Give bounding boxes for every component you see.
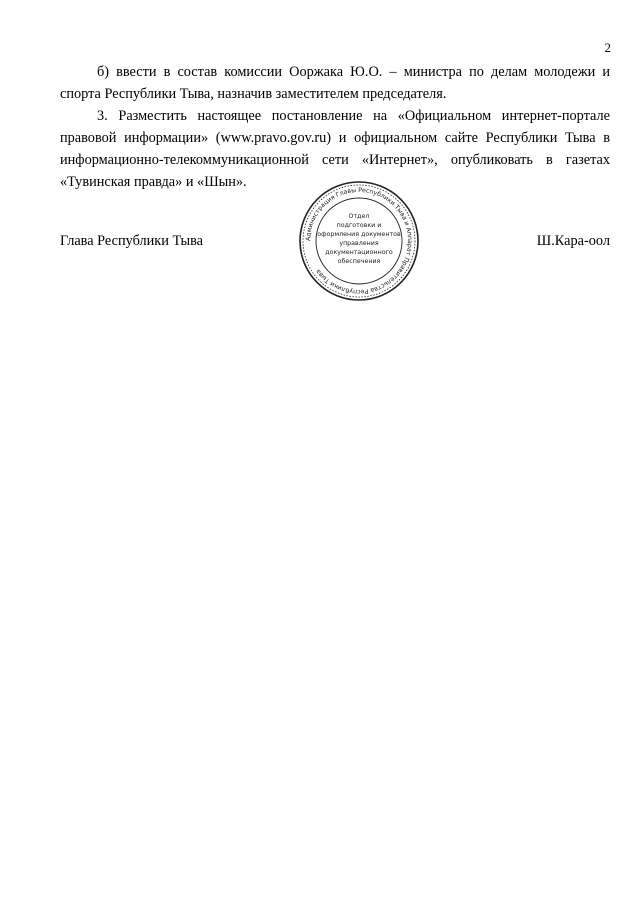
document-body — [60, 61, 610, 193]
signatory-position: Глава Республики Тыва — [60, 233, 203, 249]
seal-icon — [298, 180, 420, 302]
seal-center-line: подготовки и — [336, 222, 382, 229]
seal-center-line: Отдел — [348, 213, 370, 220]
paragraph-item-b: б) ввести в состав комиссии Ооржака Ю.О. – министра по делам молодежи и спорта Республики Тыва, назначив заместителем председателя. — [60, 64, 610, 102]
seal-ring-text: Администрация Главы Республики Тыва и Аппарат Правительства Республики Тыва — [304, 186, 414, 296]
signatory-name: Ш.Кара-оол — [536, 233, 610, 249]
seal-center-line: документационного — [325, 249, 393, 256]
page-number: 2 — [604, 40, 611, 55]
seal-center-line: управления — [339, 240, 379, 247]
seal-center-line: оформления документов — [317, 231, 401, 238]
paragraph-item-3: 3. Разместить настоящее постановление на «Официальном интернет-портале правовой информации» (www.pravo.gov.ru) и официальном сайте Республики Тыва в информационно-телекоммуникационной сети «Интернет», опубликовать в газетах «Тувинская правда» и «Шын». — [60, 108, 610, 190]
seal-center-line: обеспечения — [337, 258, 381, 265]
official-seal — [298, 180, 420, 302]
